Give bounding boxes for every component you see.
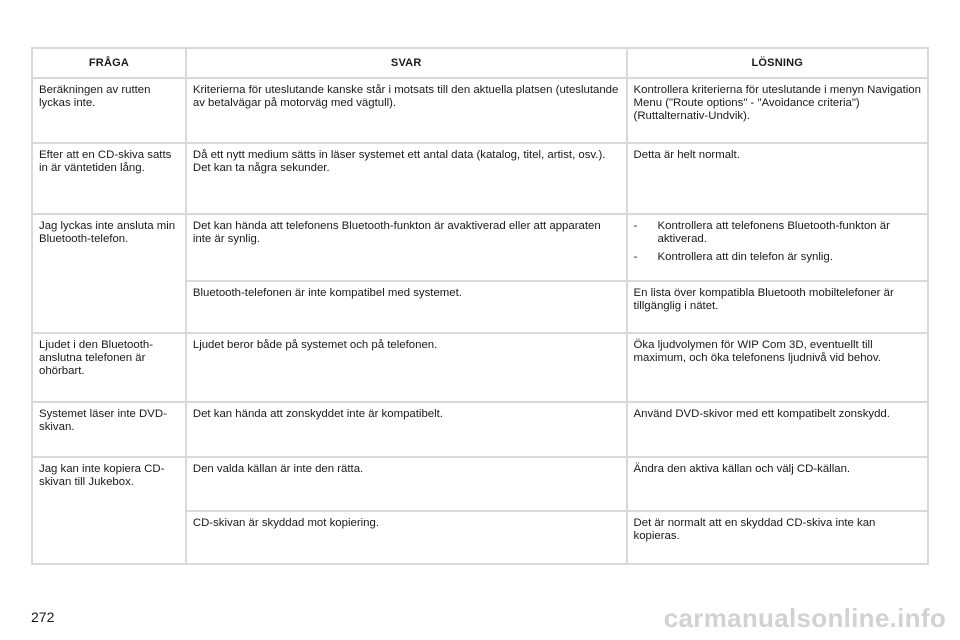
question-cell: Efter att en CD-skiva satts in är väntetiden lång.	[32, 143, 186, 214]
solution-cell: Det är normalt att en skyddad CD-skiva inte kan kopieras.	[627, 511, 928, 564]
solution-cell	[627, 214, 928, 281]
solution-cell: En lista över kompatibla Bluetooth mobiltelefoner är tillgänglig i nätet.	[627, 281, 928, 333]
answer-cell: Ljudet beror både på systemet och på telefonen.	[186, 333, 627, 402]
solution-cell: Öka ljudvolymen för WIP Com 3D, eventuellt till maximum, och öka telefonens ljudnivå vid behov.	[627, 333, 928, 402]
solution-cell: Kontrollera kriterierna för uteslutande i menyn Navigation Menu ("Route options" - "Avoidance criteria") (Ruttalternativ-Undvik).	[627, 78, 928, 143]
answer-cell: Då ett nytt medium sätts in läser systemet ett antal data (katalog, titel, artist, osv.). Det kan ta några sekunder.	[186, 143, 627, 214]
question-cell: Jag lyckas inte ansluta min Bluetooth-telefon.	[32, 214, 186, 333]
table-row	[32, 143, 928, 214]
question-cell: Beräkningen av rutten lyckas inte.	[32, 78, 186, 143]
answer-cell: Kriterierna för uteslutande kanske står i motsats till den aktuella platsen (uteslutande av betalvägar på motorväg med vägtull).	[186, 78, 627, 143]
answer-cell: Bluetooth-telefonen är inte kompatibel med systemet.	[186, 281, 627, 333]
table-header-row	[32, 48, 928, 78]
answer-cell: Det kan hända att telefonens Bluetooth-funkton är avaktiverad eller att apparaten inte är synlig.	[186, 214, 627, 281]
table-row	[32, 214, 928, 281]
header-answer: SVAR	[186, 48, 627, 78]
question-cell: Jag kan inte kopiera CD-skivan till Jukebox.	[32, 457, 186, 564]
solution-cell: Ändra den aktiva källan och välj CD-källan.	[627, 457, 928, 511]
table-row	[32, 78, 928, 143]
answer-cell: CD-skivan är skyddad mot kopiering.	[186, 511, 627, 564]
header-solution: LÖSNING	[627, 48, 928, 78]
question-cell: Systemet läser inte DVD-skivan.	[32, 402, 186, 457]
bullet-dash: -	[633, 251, 638, 263]
answer-cell: Det kan hända att zonskyddet inte är kompatibelt.	[186, 402, 627, 457]
bullet-text: Kontrollera att telefonens Bluetooth-funkton är aktiverad.	[657, 220, 890, 245]
table-row	[32, 457, 928, 511]
page-number: 272	[31, 609, 55, 625]
bullet-dash: -	[633, 220, 638, 232]
watermark: carmanualsonline.info	[663, 603, 946, 633]
troubleshooting-table	[31, 47, 929, 565]
table-row	[32, 333, 928, 402]
solution-cell: Använd DVD-skivor med ett kompatibelt zonskydd.	[627, 402, 928, 457]
solution-cell: Detta är helt normalt.	[627, 143, 928, 214]
header-question: FRÅGA	[32, 48, 186, 78]
answer-cell: Den valda källan är inte den rätta.	[186, 457, 627, 511]
bullet-item	[634, 251, 921, 264]
bullet-item	[634, 220, 921, 246]
bullet-text: Kontrollera att din telefon är synlig.	[657, 251, 833, 263]
table-row	[32, 402, 928, 457]
question-cell: Ljudet i den Bluetooth-anslutna telefonen är ohörbart.	[32, 333, 186, 402]
